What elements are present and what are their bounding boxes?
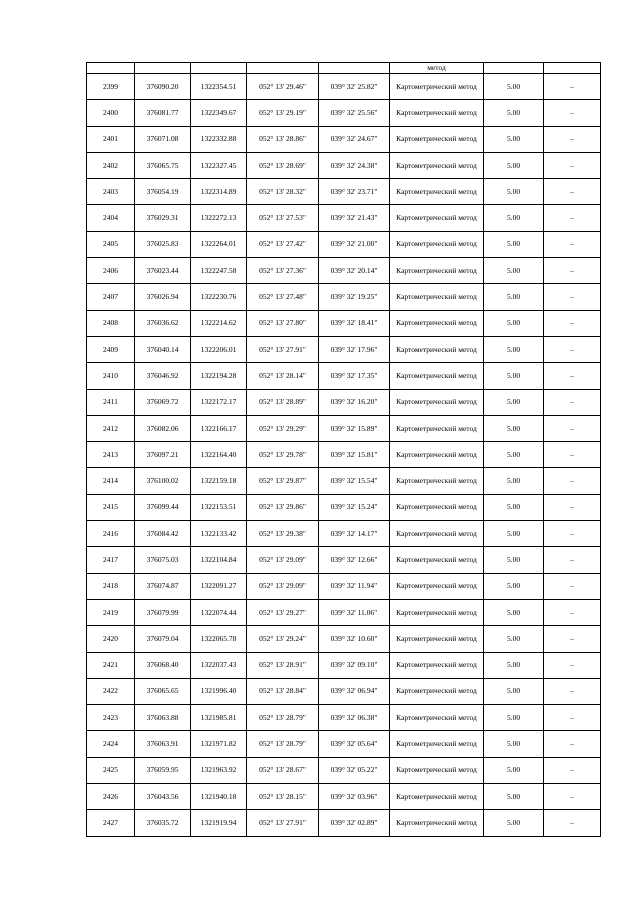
cell-y-coordinate: 1322349.67	[191, 100, 247, 126]
cell-accuracy: 5.00	[484, 757, 544, 783]
cell-note: –	[544, 415, 601, 441]
cell-accuracy: 5.00	[484, 547, 544, 573]
cell-accuracy: 5.00	[484, 126, 544, 152]
cell-note: –	[544, 100, 601, 126]
cell-method: Картометрический метод	[390, 231, 484, 257]
cell-longitude: 039° 32' 25.82"	[319, 74, 390, 100]
cell-y-coordinate: 1322153.51	[191, 494, 247, 520]
cell-y-coordinate: 1322091.27	[191, 573, 247, 599]
cell-x-coordinate: 376097.21	[135, 442, 191, 468]
table-row	[87, 521, 601, 547]
cell-latitude: 052° 13' 28.15"	[247, 784, 319, 810]
cell-latitude: 052° 13' 28.14"	[247, 363, 319, 389]
cell-x-coordinate: 376025.83	[135, 231, 191, 257]
cell-latitude: 052° 13' 27.91"	[247, 336, 319, 362]
cell-y-coordinate: 1321919.94	[191, 810, 247, 836]
cell-note: –	[544, 784, 601, 810]
cell-latitude: 052° 13' 27.42"	[247, 231, 319, 257]
cell-longitude: 039° 32' 19.25"	[319, 284, 390, 310]
cell-point-number: 2427	[87, 810, 135, 836]
cell-point-number: 2418	[87, 573, 135, 599]
cell-point-number: 2426	[87, 784, 135, 810]
cell-note: –	[544, 231, 601, 257]
cell-y-coordinate: 1322133.42	[191, 521, 247, 547]
cell-method: Картометрический метод	[390, 521, 484, 547]
cell-latitude: 052° 13' 27.91"	[247, 810, 319, 836]
cell-method: Картометрический метод	[390, 126, 484, 152]
cell-accuracy: 5.00	[484, 810, 544, 836]
cell-note: –	[544, 731, 601, 757]
cell-x-coordinate: 376043.56	[135, 784, 191, 810]
cell-accuracy: 5.00	[484, 310, 544, 336]
cell-method: Картометрический метод	[390, 731, 484, 757]
cell-note: –	[544, 442, 601, 468]
cell-longitude: 039° 32' 09.10"	[319, 652, 390, 678]
table-row	[87, 468, 601, 494]
cell-x-coordinate: 376084.42	[135, 521, 191, 547]
cell-empty	[544, 63, 601, 74]
table-row	[87, 258, 601, 284]
continuation-row	[87, 63, 601, 74]
cell-method: Картометрический метод	[390, 415, 484, 441]
table-body	[87, 63, 601, 837]
cell-note: –	[544, 389, 601, 415]
cell-x-coordinate: 376046.92	[135, 363, 191, 389]
cell-note: –	[544, 652, 601, 678]
cell-point-number: 2411	[87, 389, 135, 415]
cell-method: Картометрический метод	[390, 310, 484, 336]
cell-latitude: 052° 13' 29.46"	[247, 74, 319, 100]
cell-note: –	[544, 126, 601, 152]
cell-method: Картометрический метод	[390, 336, 484, 362]
cell-longitude: 039° 32' 11.06"	[319, 599, 390, 625]
cell-method: Картометрический метод	[390, 442, 484, 468]
cell-note: –	[544, 258, 601, 284]
table-row	[87, 810, 601, 836]
cell-note: –	[544, 757, 601, 783]
cell-latitude: 052° 13' 29.24"	[247, 626, 319, 652]
cell-note: –	[544, 74, 601, 100]
cell-x-coordinate: 376054.19	[135, 179, 191, 205]
cell-point-number: 2425	[87, 757, 135, 783]
cell-point-number: 2416	[87, 521, 135, 547]
cell-note: –	[544, 810, 601, 836]
cell-y-coordinate: 1321985.81	[191, 705, 247, 731]
table-row	[87, 442, 601, 468]
cell-empty	[135, 63, 191, 74]
cell-point-number: 2422	[87, 678, 135, 704]
cell-accuracy: 5.00	[484, 389, 544, 415]
cell-method: Картометрический метод	[390, 389, 484, 415]
cell-method: Картометрический метод	[390, 363, 484, 389]
cell-point-number: 2412	[87, 415, 135, 441]
cell-accuracy: 5.00	[484, 705, 544, 731]
cell-y-coordinate: 1322206.01	[191, 336, 247, 362]
table-row	[87, 100, 601, 126]
cell-y-coordinate: 1322065.78	[191, 626, 247, 652]
cell-longitude: 039° 32' 06.94"	[319, 678, 390, 704]
table-row	[87, 415, 601, 441]
cell-accuracy: 5.00	[484, 573, 544, 599]
cell-longitude: 039° 32' 17.96"	[319, 336, 390, 362]
cell-x-coordinate: 376074.87	[135, 573, 191, 599]
cell-method: Картометрический метод	[390, 678, 484, 704]
cell-method: Картометрический метод	[390, 152, 484, 178]
cell-method: Картометрический метод	[390, 810, 484, 836]
table-row	[87, 336, 601, 362]
cell-y-coordinate: 1322247.58	[191, 258, 247, 284]
cell-method: Картометрический метод	[390, 284, 484, 310]
table-row	[87, 284, 601, 310]
cell-latitude: 052° 13' 27.48"	[247, 284, 319, 310]
cell-method: Картометрический метод	[390, 494, 484, 520]
table-row	[87, 678, 601, 704]
cell-x-coordinate: 376040.14	[135, 336, 191, 362]
cell-y-coordinate: 1322194.28	[191, 363, 247, 389]
table-row	[87, 310, 601, 336]
cell-accuracy: 5.00	[484, 336, 544, 362]
cell-y-coordinate: 1322159.18	[191, 468, 247, 494]
cell-method: Картометрический метод	[390, 705, 484, 731]
table-row	[87, 74, 601, 100]
cell-y-coordinate: 1322037.43	[191, 652, 247, 678]
cell-y-coordinate: 1322164.40	[191, 442, 247, 468]
cell-longitude: 039° 32' 16.20"	[319, 389, 390, 415]
cell-latitude: 052° 13' 28.67"	[247, 757, 319, 783]
cell-method: Картометрический метод	[390, 547, 484, 573]
cell-note: –	[544, 521, 601, 547]
cell-note: –	[544, 363, 601, 389]
cell-y-coordinate: 1321971.82	[191, 731, 247, 757]
table-row	[87, 152, 601, 178]
cell-point-number: 2410	[87, 363, 135, 389]
cell-x-coordinate: 376029.31	[135, 205, 191, 231]
cell-x-coordinate: 376063.91	[135, 731, 191, 757]
cell-note: –	[544, 678, 601, 704]
cell-x-coordinate: 376079.99	[135, 599, 191, 625]
cell-x-coordinate: 376068.40	[135, 652, 191, 678]
cell-empty	[191, 63, 247, 74]
cell-accuracy: 5.00	[484, 258, 544, 284]
cell-point-number: 2408	[87, 310, 135, 336]
cell-point-number: 2404	[87, 205, 135, 231]
table-row	[87, 494, 601, 520]
cell-note: –	[544, 705, 601, 731]
cell-longitude: 039° 32' 15.24"	[319, 494, 390, 520]
cell-accuracy: 5.00	[484, 284, 544, 310]
cell-point-number: 2421	[87, 652, 135, 678]
cell-accuracy: 5.00	[484, 521, 544, 547]
cell-latitude: 052° 13' 28.79"	[247, 731, 319, 757]
cell-x-coordinate: 376079.04	[135, 626, 191, 652]
cell-accuracy: 5.00	[484, 468, 544, 494]
cell-point-number: 2406	[87, 258, 135, 284]
cell-note: –	[544, 573, 601, 599]
cell-point-number: 2420	[87, 626, 135, 652]
cell-empty	[87, 63, 135, 74]
table-row	[87, 731, 601, 757]
cell-note: –	[544, 494, 601, 520]
cell-point-number: 2407	[87, 284, 135, 310]
cell-method: Картометрический метод	[390, 626, 484, 652]
cell-accuracy: 5.00	[484, 494, 544, 520]
cell-method: Картометрический метод	[390, 468, 484, 494]
cell-latitude: 052° 13' 28.32"	[247, 179, 319, 205]
cell-note: –	[544, 152, 601, 178]
cell-point-number: 2414	[87, 468, 135, 494]
cell-point-number: 2405	[87, 231, 135, 257]
cell-x-coordinate: 376036.62	[135, 310, 191, 336]
cell-accuracy: 5.00	[484, 784, 544, 810]
cell-point-number: 2409	[87, 336, 135, 362]
cell-point-number: 2415	[87, 494, 135, 520]
cell-x-coordinate: 376023.44	[135, 258, 191, 284]
cell-longitude: 039° 32' 25.56"	[319, 100, 390, 126]
cell-longitude: 039° 32' 11.94"	[319, 573, 390, 599]
cell-x-coordinate: 376065.75	[135, 152, 191, 178]
cell-longitude: 039° 32' 12.66"	[319, 547, 390, 573]
cell-x-coordinate: 376081.77	[135, 100, 191, 126]
cell-latitude: 052° 13' 27.80"	[247, 310, 319, 336]
cell-y-coordinate: 1322104.84	[191, 547, 247, 573]
cell-latitude: 052° 13' 28.89"	[247, 389, 319, 415]
cell-x-coordinate: 376026.94	[135, 284, 191, 310]
cell-point-number: 2413	[87, 442, 135, 468]
cell-y-coordinate: 1321940.18	[191, 784, 247, 810]
cell-latitude: 052° 13' 29.09"	[247, 547, 319, 573]
cell-point-number: 2417	[87, 547, 135, 573]
cell-longitude: 039° 32' 05.64"	[319, 731, 390, 757]
cell-point-number: 2401	[87, 126, 135, 152]
cell-y-coordinate: 1322172.17	[191, 389, 247, 415]
cell-method: Картометрический метод	[390, 179, 484, 205]
cell-note: –	[544, 205, 601, 231]
cell-longitude: 039° 32' 20.14"	[319, 258, 390, 284]
cell-longitude: 039° 32' 24.67"	[319, 126, 390, 152]
cell-x-coordinate: 376065.65	[135, 678, 191, 704]
cell-y-coordinate: 1322272.13	[191, 205, 247, 231]
cell-method: Картометрический метод	[390, 258, 484, 284]
cell-note: –	[544, 310, 601, 336]
cell-longitude: 039° 32' 21.00"	[319, 231, 390, 257]
cell-empty	[484, 63, 544, 74]
cell-note: –	[544, 284, 601, 310]
cell-accuracy: 5.00	[484, 652, 544, 678]
cell-point-number: 2402	[87, 152, 135, 178]
cell-method: Картометрический метод	[390, 784, 484, 810]
cell-accuracy: 5.00	[484, 442, 544, 468]
cell-point-number: 2423	[87, 705, 135, 731]
cell-latitude: 052° 13' 29.78"	[247, 442, 319, 468]
cell-note: –	[544, 179, 601, 205]
cell-longitude: 039° 32' 06.38"	[319, 705, 390, 731]
cell-x-coordinate: 376063.88	[135, 705, 191, 731]
cell-y-coordinate: 1321963.92	[191, 757, 247, 783]
cell-x-coordinate: 376082.06	[135, 415, 191, 441]
table-row	[87, 363, 601, 389]
cell-accuracy: 5.00	[484, 415, 544, 441]
table-row	[87, 626, 601, 652]
cell-empty	[319, 63, 390, 74]
cell-point-number: 2403	[87, 179, 135, 205]
cell-latitude: 052° 13' 28.79"	[247, 705, 319, 731]
cell-accuracy: 5.00	[484, 363, 544, 389]
table-row	[87, 126, 601, 152]
cell-method: Картометрический метод	[390, 74, 484, 100]
table-row	[87, 705, 601, 731]
cell-longitude: 039° 32' 17.35"	[319, 363, 390, 389]
cell-longitude: 039° 32' 23.71"	[319, 179, 390, 205]
cell-longitude: 039° 32' 05.22"	[319, 757, 390, 783]
cell-method: Картометрический метод	[390, 573, 484, 599]
table-row	[87, 599, 601, 625]
cell-accuracy: 5.00	[484, 74, 544, 100]
cell-accuracy: 5.00	[484, 179, 544, 205]
cell-accuracy: 5.00	[484, 599, 544, 625]
cell-point-number: 2399	[87, 74, 135, 100]
cell-latitude: 052° 13' 29.87"	[247, 468, 319, 494]
table-row	[87, 652, 601, 678]
cell-longitude: 039° 32' 18.41"	[319, 310, 390, 336]
cell-longitude: 039° 32' 15.54"	[319, 468, 390, 494]
cell-accuracy: 5.00	[484, 231, 544, 257]
cell-note: –	[544, 336, 601, 362]
cell-point-number: 2400	[87, 100, 135, 126]
cell-longitude: 039° 32' 03.96"	[319, 784, 390, 810]
cell-x-coordinate: 376069.72	[135, 389, 191, 415]
cell-latitude: 052° 13' 28.91"	[247, 652, 319, 678]
cell-latitude: 052° 13' 28.86"	[247, 126, 319, 152]
cell-x-coordinate: 376099.44	[135, 494, 191, 520]
cell-y-coordinate: 1322327.45	[191, 152, 247, 178]
cell-x-coordinate: 376059.95	[135, 757, 191, 783]
cell-latitude: 052° 13' 29.27"	[247, 599, 319, 625]
cell-point-number: 2419	[87, 599, 135, 625]
cell-latitude: 052° 13' 29.19"	[247, 100, 319, 126]
cell-x-coordinate: 376071.08	[135, 126, 191, 152]
cell-longitude: 039° 32' 15.81"	[319, 442, 390, 468]
cell-method: Картометрический метод	[390, 757, 484, 783]
cell-latitude: 052° 13' 28.69"	[247, 152, 319, 178]
cell-y-coordinate: 1322264.01	[191, 231, 247, 257]
cell-note: –	[544, 547, 601, 573]
cell-y-coordinate: 1322166.17	[191, 415, 247, 441]
cell-latitude: 052° 13' 28.84"	[247, 678, 319, 704]
cell-latitude: 052° 13' 27.36"	[247, 258, 319, 284]
cell-note: –	[544, 626, 601, 652]
cell-method: Картометрический метод	[390, 100, 484, 126]
cell-longitude: 039° 32' 15.89"	[319, 415, 390, 441]
cell-x-coordinate: 376035.72	[135, 810, 191, 836]
cell-accuracy: 5.00	[484, 678, 544, 704]
cell-accuracy: 5.00	[484, 152, 544, 178]
cell-x-coordinate: 376100.02	[135, 468, 191, 494]
table-row	[87, 389, 601, 415]
cell-y-coordinate: 1321996.40	[191, 678, 247, 704]
cell-longitude: 039° 32' 24.38"	[319, 152, 390, 178]
cell-empty	[247, 63, 319, 74]
cell-y-coordinate: 1322074.44	[191, 599, 247, 625]
cell-longitude: 039° 32' 21.43"	[319, 205, 390, 231]
table-row	[87, 179, 601, 205]
cell-accuracy: 5.00	[484, 100, 544, 126]
cell-longitude: 039° 32' 10.60"	[319, 626, 390, 652]
table-row	[87, 573, 601, 599]
table-row	[87, 784, 601, 810]
cell-latitude: 052° 13' 29.09"	[247, 573, 319, 599]
cell-method-continuation: метод	[390, 63, 484, 74]
cell-longitude: 039° 32' 14.17"	[319, 521, 390, 547]
cell-point-number: 2424	[87, 731, 135, 757]
cell-latitude: 052° 13' 29.86"	[247, 494, 319, 520]
cell-latitude: 052° 13' 29.38"	[247, 521, 319, 547]
table-row	[87, 205, 601, 231]
table-row	[87, 547, 601, 573]
cell-y-coordinate: 1322354.51	[191, 74, 247, 100]
cell-note: –	[544, 468, 601, 494]
cell-accuracy: 5.00	[484, 731, 544, 757]
cell-method: Картометрический метод	[390, 599, 484, 625]
cell-latitude: 052° 13' 27.53"	[247, 205, 319, 231]
table-row	[87, 757, 601, 783]
cell-accuracy: 5.00	[484, 205, 544, 231]
cell-method: Картометрический метод	[390, 652, 484, 678]
coordinates-table	[86, 62, 601, 837]
cell-y-coordinate: 1322230.76	[191, 284, 247, 310]
cell-note: –	[544, 599, 601, 625]
cell-method: Картометрический метод	[390, 205, 484, 231]
cell-longitude: 039° 32' 02.89"	[319, 810, 390, 836]
cell-x-coordinate: 376075.03	[135, 547, 191, 573]
cell-y-coordinate: 1322332.88	[191, 126, 247, 152]
table-row	[87, 231, 601, 257]
cell-latitude: 052° 13' 29.29"	[247, 415, 319, 441]
cell-x-coordinate: 376090.20	[135, 74, 191, 100]
cell-accuracy: 5.00	[484, 626, 544, 652]
cell-y-coordinate: 1322314.89	[191, 179, 247, 205]
cell-y-coordinate: 1322214.62	[191, 310, 247, 336]
